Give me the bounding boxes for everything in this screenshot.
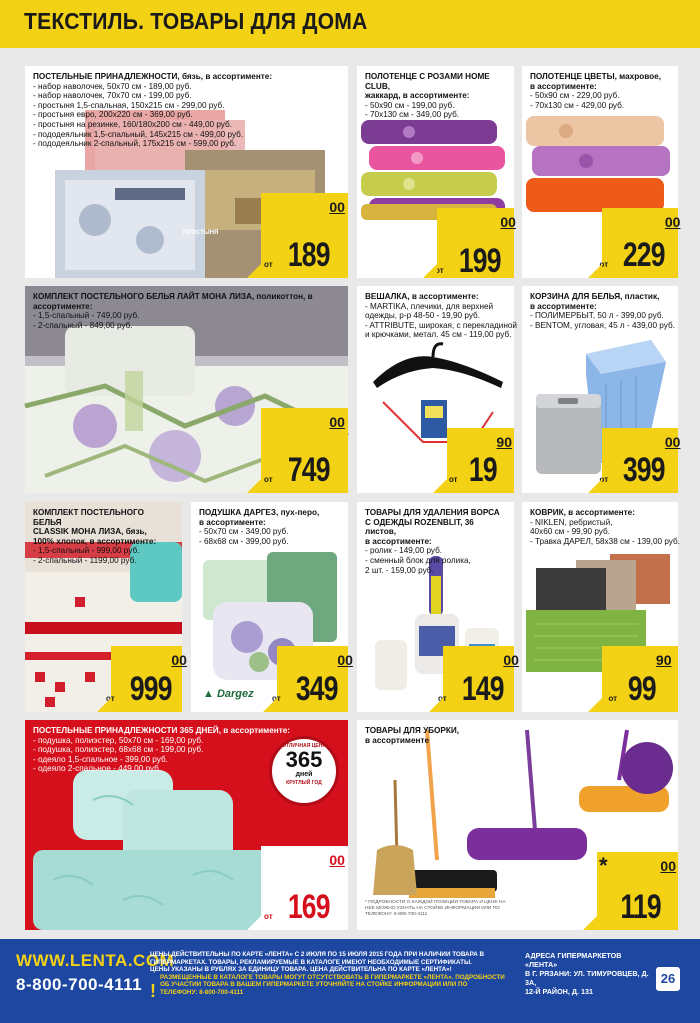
price-rub: 189 <box>287 236 330 274</box>
price-kop: 00 <box>171 652 187 668</box>
price-tag <box>438 646 519 712</box>
product-title: КОРЗИНА ДЛЯ БЕЛЬЯ, пластик, в ассортименте: <box>530 292 660 311</box>
product-option: - ATTRIBUTE, широкая, с перекладиной <box>365 320 517 330</box>
price-rub: 19 <box>468 451 497 489</box>
dargez-logo <box>203 688 254 700</box>
product-title: ПОДУШКА ДАРГЕЗ, пух-перо, в ассортименте: <box>199 508 320 527</box>
product-card-bedset-classic[interactable] <box>25 502 187 712</box>
product-title: ПОСТЕЛЬНЫЕ ПРИНАДЛЕЖНОСТИ, бязь, в ассортименте: <box>33 72 273 81</box>
price-kop: 90 <box>496 434 512 450</box>
leaf-icon: ▲ <box>203 688 214 700</box>
badge-days: дней <box>295 771 313 778</box>
product-card-rug[interactable] <box>522 502 678 712</box>
pillows-blanket-image <box>33 770 273 930</box>
price-from: от <box>264 912 273 921</box>
price-kop: 00 <box>337 652 353 668</box>
terms-currency: ЦЕНЫ УКАЗАНЫ В РУБЛЯХ ЗА ЕДИНИЦУ ТОВАРА. ЦЕНА ДЕЙСТВИТЕЛЬНА ПО КАРТЕ «ЛЕНТА»! <box>150 966 452 974</box>
price-kop: 00 <box>329 414 345 430</box>
product-option: - набор наволочек, 70х70 см - 199,00 руб. <box>33 91 192 101</box>
address-title: АДРЕСА ГИПЕРМАРКЕТОВ «ЛЕНТА» <box>525 951 622 969</box>
product-card-bedding-byaz[interactable] <box>25 66 348 278</box>
hotline-phone[interactable]: 8-800-700-4111 <box>16 975 143 994</box>
price-rub: 999 <box>129 670 172 708</box>
product-option: - 50х90 см - 199,00 руб. <box>365 100 455 110</box>
price-tag <box>261 846 348 930</box>
product-option: - простыня на резинке, 160/180х200 см - 449,00 руб. <box>33 119 232 129</box>
product-description <box>33 292 340 330</box>
product-card-laundry-basket[interactable] <box>522 286 681 493</box>
exclamation-icon: ! <box>150 981 156 1001</box>
product-option: - подушка, полиэстер, 50х70 см - 169,00 руб. <box>33 735 204 745</box>
price-tag <box>261 193 348 278</box>
price-rub: 749 <box>287 451 330 489</box>
product-card-bedset-mona-lisa[interactable] <box>25 286 348 493</box>
product-option: - 2-спальный - 849,00 руб. <box>33 320 133 330</box>
price-tag <box>437 208 514 278</box>
product-title: ВЕШАЛКА, в ассортименте: <box>365 292 479 301</box>
terms-validity: ЦЕНЫ ДЕЙСТВИТЕЛЬНЫ ПО КАРТЕ «ЛЕНТА» С 2 ИЮЛЯ ПО 15 ИЮЛЯ 2015 ГОДА ПРИ НАЛИЧИИ ТОВАРА В ГИПЕРМАРКЕТАХ. ТОВАРЫ, РЕКЛАМИРУЕМЫЕ В КАТАЛОГЕ ИМЕЮТ НЕОБХОДИМЫЕ СЕРТИФИКАТЫ. <box>150 951 485 966</box>
price-rub: 229 <box>622 236 665 274</box>
price-rub: 99 <box>627 670 656 708</box>
product-option: - 1,5-спальный - 999,00 руб. <box>33 546 140 556</box>
product-option: - набор наволочек, 50х70 см - 189,00 руб. <box>33 81 192 91</box>
product-card-lint-roller[interactable] <box>357 502 519 712</box>
product-description <box>365 292 517 340</box>
price-kop: 00 <box>660 858 676 874</box>
badge-bottom-text: КРУГЛЫЙ ГОД <box>286 780 322 786</box>
page-number: 26 <box>656 967 680 991</box>
price-from: от <box>106 694 115 703</box>
product-option: - пододеяльник 1,5-спальный, 145х215 см - 499,00 руб. <box>33 129 244 139</box>
package-label: ПРОСТЫНЯ <box>183 230 219 236</box>
price-tag <box>602 646 678 712</box>
price-from: от <box>599 260 609 269</box>
towels-flowers-image <box>526 116 674 216</box>
product-description <box>530 292 675 330</box>
product-description <box>530 72 670 110</box>
product-option: - NIKLEN, ребристый, <box>530 517 613 527</box>
product-option: - одеяло 2-спальное - 449,00 руб. <box>33 764 162 774</box>
product-option: - 2-спальный - 1199,00 руб. <box>33 555 137 565</box>
price-tag <box>599 208 681 278</box>
price-rub: 199 <box>458 242 501 280</box>
product-option: - Травка ДАРЕЛ, 58х38 см - 139,00 руб. <box>530 536 680 546</box>
price-tag <box>599 428 681 493</box>
website-link[interactable]: WWW.LENTA.COM <box>16 951 175 970</box>
product-option: - одеяло 1,5-спальное - 399,00 руб. <box>33 754 168 764</box>
price-kop: 00 <box>329 199 345 215</box>
price-from: от <box>264 260 273 269</box>
product-option: - подушка, полиэстер, 68х68 см - 199,00 руб. <box>33 745 204 755</box>
product-title: КОМПЛЕКТ ПОСТЕЛЬНОГО БЕЛЬЯ CLASSIK МОНА ЛИЗА, бязь, 100% хлопок, в ассортименте: <box>33 508 157 546</box>
price-kop: 00 <box>500 214 516 230</box>
365-days-badge <box>269 736 339 806</box>
price-from: от <box>272 694 281 703</box>
product-option: - 70х130 см - 349,00 руб. <box>365 110 460 120</box>
product-description <box>365 726 670 745</box>
price-tag <box>261 408 348 493</box>
price-from: от <box>448 475 458 484</box>
product-description <box>530 508 680 546</box>
price-rub: 149 <box>461 670 504 708</box>
product-option: и крючками, метал. 45 см - 119,00 руб. <box>365 330 512 340</box>
product-title: ПОСТЕЛЬНЫЕ ПРИНАДЛЕЖНОСТИ 365 ДНЕЙ, в ассортименте: <box>33 726 290 735</box>
price-tag <box>597 852 678 930</box>
terms-text <box>150 951 505 997</box>
price-tag <box>272 646 353 712</box>
product-option: - простыня 1,5-спальная, 150х215 см - 299,00 руб. <box>33 100 225 110</box>
product-option: одежды, р-р 48-50 - 19,90 руб. <box>365 311 481 321</box>
product-description <box>33 508 174 566</box>
price-rub: 169 <box>287 888 330 926</box>
product-option: 2 шт. - 159,00 руб. <box>365 565 434 575</box>
terms-availability: РАЗМЕЩЕННЫЕ В КАТАЛОГЕ ТОВАРЫ МОГУТ ОТСУТСТВОВАТЬ В ГИПЕРМАРКЕТЕ «ЛЕНТА». ПОДРОБНОСТИ ОБ УЧАСТИИ ТОВАРА В ВАШЕМ ГИПЕРМАРКЕТЕ УТОЧНЯЙТЕ НА СТОЙКЕ ИНФОРМАЦИИ ИЛИ ПО ТЕЛЕФОНУ: 8-800-700-4111 <box>160 973 505 996</box>
product-title: ТОВАРЫ ДЛЯ УДАЛЕНИЯ ВОРСА С ОДЕЖДЫ ROZENBLIT, 36 листов, в ассортименте: <box>365 508 500 546</box>
store-addresses <box>525 951 655 996</box>
address-line: В Г. РЯЗАНИ: УЛ. ТИМУРОВЦЕВ, Д. 3А, <box>525 969 649 987</box>
product-title: ПОЛОТЕНЦЕ ЦВЕТЫ, махровое, в ассортименте: <box>530 72 661 91</box>
product-option: - сменный блок для ролика, <box>365 555 471 565</box>
price-from: от <box>608 694 618 703</box>
product-card-pillow-dargez[interactable] <box>191 502 353 712</box>
product-option: 40х60 см - 99,90 руб. <box>530 527 610 537</box>
price-from: от <box>599 475 609 484</box>
product-option: - 68х68 см - 399,00 руб. <box>199 536 289 546</box>
product-card-towel-roses[interactable] <box>357 66 514 278</box>
product-option: - BENTOM, угловая, 45 л - 439,00 руб. <box>530 320 675 330</box>
product-option: - 50х70 см - 349,00 руб. <box>199 527 289 537</box>
price-kop: 00 <box>664 214 681 230</box>
product-option: - ролик - 149,00 руб. <box>365 546 443 556</box>
price-from: от <box>264 475 273 484</box>
price-rub: 399 <box>622 451 665 489</box>
product-option: - простыня евро, 200х220 см - 369,00 руб. <box>33 110 193 120</box>
product-option: - ПОЛИМЕРБЫТ, 50 л - 399,00 руб. <box>530 311 664 321</box>
product-title: ТОВАРЫ ДЛЯ УБОРКИ, в ассортименте <box>365 726 460 745</box>
price-rub: 119 <box>619 888 661 926</box>
price-kop: 00 <box>329 852 345 868</box>
product-description <box>199 508 340 546</box>
product-option: - MARTIKA, плечики, для верхней <box>365 301 494 311</box>
product-description <box>33 72 340 149</box>
price-kop: 90 <box>655 652 672 668</box>
page-title: ТЕКСТИЛЬ. ТОВАРЫ ДЛЯ ДОМА <box>24 8 368 34</box>
product-card-bedding-365[interactable] <box>25 720 348 930</box>
price-from: от <box>438 694 447 703</box>
badge-top-text: ОТЛИЧНАЯ ЦЕНА <box>282 743 326 749</box>
product-title: КОВРИК, в ассортименте: <box>530 508 635 517</box>
price-kop: 00 <box>503 652 519 668</box>
product-card-towel-flowers[interactable] <box>522 66 681 278</box>
address-line: 12-Й РАЙОН, Д. 131 <box>525 987 593 996</box>
product-option: - 50х90 см - 229,00 руб. <box>530 91 620 101</box>
product-title: КОМПЛЕКТ ПОСТЕЛЬНОГО БЕЛЬЯ ЛАЙТ МОНА ЛИЗА, поликоттон, в ассортименте: <box>33 292 313 311</box>
product-option: - 1,5-спальный - 749,00 руб. <box>33 311 140 321</box>
page-header <box>0 0 700 48</box>
product-description <box>365 508 506 575</box>
page-footer <box>0 939 700 1023</box>
product-description <box>365 72 506 120</box>
price-rub: 349 <box>295 670 338 708</box>
towels-roses-image <box>361 120 511 220</box>
price-asterisk: * <box>599 853 608 878</box>
product-card-cleaning[interactable] <box>357 720 678 930</box>
brand-name: Dargez <box>216 688 254 700</box>
disclaimer-note: * ПОДРОБНОСТИ О КАЖДОЙ ПОЗИЦИИ ТОВАРА И ЦЕНЕ НА НЕЕ МОЖНО УЗНАТЬ НА СТОЙКЕ ИНФОРМАЦИИ ИЛИ ПО ТЕЛЕФОНУ: 8-800-700-4111 <box>365 900 506 917</box>
product-option: - пододеяльник 2-спальный, 175х215 см - 599,00 руб. <box>33 139 237 149</box>
product-title: ПОЛОТЕНЦЕ С РОЗАМИ HOME CLUB, жаккард, в ассортименте: <box>365 72 490 101</box>
price-kop: 00 <box>664 434 681 450</box>
badge-number: 365 <box>285 747 323 772</box>
product-option: - 70х130 см - 429,00 руб. <box>530 100 625 110</box>
price-tag <box>106 646 187 712</box>
price-from: от <box>435 266 444 275</box>
product-card-hanger[interactable] <box>357 286 517 493</box>
price-tag <box>447 428 514 493</box>
